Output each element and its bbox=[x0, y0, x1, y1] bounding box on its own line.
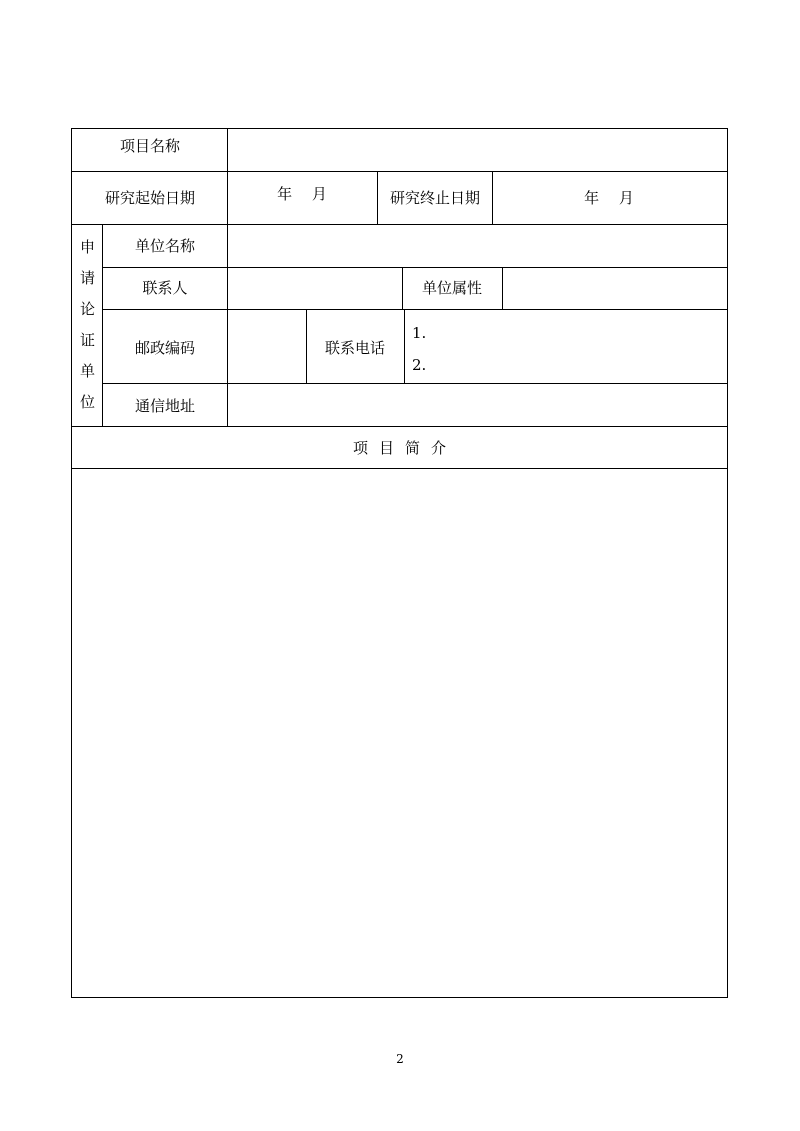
start-date-label: 研究起始日期 bbox=[104, 189, 196, 207]
application-form-table bbox=[71, 128, 728, 998]
column-divider bbox=[227, 129, 228, 224]
row-divider bbox=[102, 309, 727, 310]
column-divider bbox=[377, 171, 378, 224]
column-divider bbox=[306, 309, 307, 383]
page-number: 2 bbox=[396, 1052, 404, 1066]
row-divider bbox=[72, 224, 727, 225]
unit-nature-label: 单位属性 bbox=[421, 279, 483, 297]
row-divider bbox=[72, 426, 727, 427]
end-date-label: 研究终止日期 bbox=[389, 189, 481, 207]
applicant-unit-label: 申请论证单位 bbox=[80, 238, 96, 411]
row-divider bbox=[102, 267, 727, 268]
end-date-field[interactable]: 年 月 bbox=[584, 189, 634, 207]
project-intro-textarea[interactable] bbox=[72, 469, 727, 997]
column-divider bbox=[492, 171, 493, 224]
start-date-field[interactable]: 年 月 bbox=[277, 185, 327, 203]
column-divider bbox=[404, 309, 405, 383]
contact-person-label: 联系人 bbox=[142, 279, 188, 297]
postal-code-label: 邮政编码 bbox=[134, 339, 196, 357]
phone-label: 联系电话 bbox=[324, 339, 386, 357]
project-intro-heading: 项目简介 bbox=[352, 439, 458, 457]
project-name-label: 项目名称 bbox=[119, 137, 181, 155]
phone-line-1[interactable]: 1. bbox=[412, 324, 427, 342]
unit-name-label: 单位名称 bbox=[134, 237, 196, 255]
column-divider bbox=[502, 267, 503, 309]
row-divider bbox=[102, 383, 727, 384]
column-divider bbox=[402, 267, 403, 309]
row-divider bbox=[72, 171, 727, 172]
column-divider bbox=[227, 224, 228, 426]
column-divider bbox=[102, 224, 103, 426]
address-label: 通信地址 bbox=[134, 397, 196, 415]
phone-line-2[interactable]: 2. bbox=[412, 356, 427, 374]
